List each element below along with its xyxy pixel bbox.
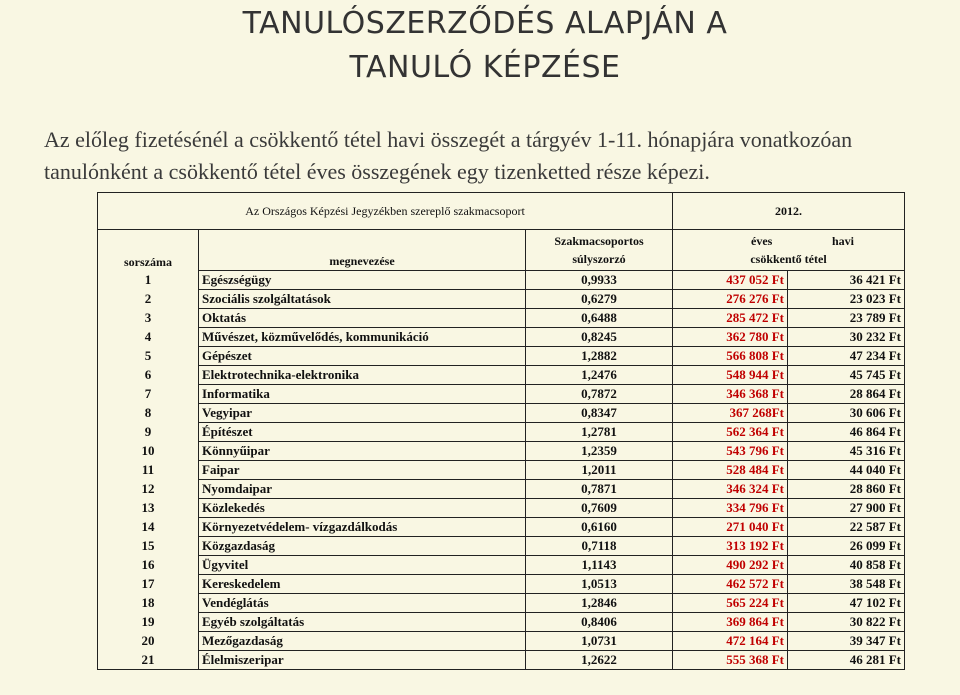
row-monthly: 45 316 Ft — [788, 442, 905, 461]
row-name: Vendéglátás — [199, 594, 526, 613]
row-annual: 334 796 Ft — [673, 499, 788, 518]
intro-paragraph: Az előleg fizetésénél a csökkentő tétel havi összegét a tárgyév 1-11. hónapjára vonatkozóan tanulónként a csökkentő tétel éves összegének egy tizenketted része képezi. — [44, 127, 853, 184]
table-header-row-1 — [98, 193, 905, 230]
table-row — [98, 271, 905, 290]
row-monthly: 46 281 Ft — [788, 651, 905, 670]
table-row — [98, 461, 905, 480]
row-number: 15 — [98, 537, 199, 556]
row-weight: 1,0513 — [526, 575, 673, 594]
row-weight: 1,2359 — [526, 442, 673, 461]
row-number: 6 — [98, 366, 199, 385]
table-row — [98, 499, 905, 518]
row-weight: 0,7118 — [526, 537, 673, 556]
row-monthly: 38 548 Ft — [788, 575, 905, 594]
row-number: 8 — [98, 404, 199, 423]
row-name: Informatika — [199, 385, 526, 404]
row-number: 20 — [98, 632, 199, 651]
header-monthly: havi — [831, 234, 854, 248]
row-annual: 437 052 Ft — [673, 271, 788, 290]
header-reduction-label: csökkentő tétel — [750, 252, 827, 266]
row-number: 21 — [98, 651, 199, 670]
row-annual: 346 324 Ft — [673, 480, 788, 499]
row-number: 13 — [98, 499, 199, 518]
row-monthly: 23 023 Ft — [788, 290, 905, 309]
row-weight: 0,6279 — [526, 290, 673, 309]
row-annual: 555 368 Ft — [673, 651, 788, 670]
row-name: Egyéb szolgáltatás — [199, 613, 526, 632]
table-row — [98, 290, 905, 309]
reduction-table — [97, 192, 905, 670]
header-weight-line-2: súlyszorzó — [572, 252, 626, 266]
row-name: Mezőgazdaság — [199, 632, 526, 651]
slide-title-line-1: TANULÓSZERZŐDÉS ALAPJÁN A — [242, 6, 728, 41]
row-weight: 1,2846 — [526, 594, 673, 613]
row-weight: 0,6488 — [526, 309, 673, 328]
table-row — [98, 575, 905, 594]
row-annual: 276 276 Ft — [673, 290, 788, 309]
row-monthly: 36 421 Ft — [788, 271, 905, 290]
row-monthly: 28 864 Ft — [788, 385, 905, 404]
row-name: Faipar — [199, 461, 526, 480]
row-name: Egészségügy — [199, 271, 526, 290]
row-monthly: 30 606 Ft — [788, 404, 905, 423]
row-name: Elektrotechnika-elektronika — [199, 366, 526, 385]
table-row — [98, 480, 905, 499]
row-annual: 472 164 Ft — [673, 632, 788, 651]
row-weight: 0,8406 — [526, 613, 673, 632]
row-number: 19 — [98, 613, 199, 632]
row-name: Szociális szolgáltatások — [199, 290, 526, 309]
row-name: Ügyvitel — [199, 556, 526, 575]
row-weight: 0,9933 — [526, 271, 673, 290]
row-monthly: 45 745 Ft — [788, 366, 905, 385]
table-row — [98, 537, 905, 556]
table-row — [98, 366, 905, 385]
row-monthly: 26 099 Ft — [788, 537, 905, 556]
row-weight: 1,1143 — [526, 556, 673, 575]
table-row — [98, 385, 905, 404]
table-row — [98, 404, 905, 423]
header-weight — [526, 230, 673, 271]
row-monthly: 47 234 Ft — [788, 347, 905, 366]
row-name: Környezetvédelem- vízgazdálkodás — [199, 518, 526, 537]
row-annual: 346 368 Ft — [673, 385, 788, 404]
row-weight: 0,7871 — [526, 480, 673, 499]
row-number: 14 — [98, 518, 199, 537]
row-weight: 1,2476 — [526, 366, 673, 385]
row-weight: 1,2882 — [526, 347, 673, 366]
row-annual: 285 472 Ft — [673, 309, 788, 328]
header-year: 2012. — [673, 193, 905, 230]
row-annual: 528 484 Ft — [673, 461, 788, 480]
header-group-label: Az Országos Képzési Jegyzékben szereplő szakmacsoport — [98, 193, 673, 230]
row-annual: 490 292 Ft — [673, 556, 788, 575]
table-row — [98, 347, 905, 366]
row-annual: 548 944 Ft — [673, 366, 788, 385]
row-name: Kereskedelem — [199, 575, 526, 594]
slide-title-line-2: TANULÓ KÉPZÉSE — [349, 50, 621, 85]
row-weight: 0,7872 — [526, 385, 673, 404]
row-number: 9 — [98, 423, 199, 442]
row-monthly: 30 232 Ft — [788, 328, 905, 347]
table-row — [98, 632, 905, 651]
row-weight: 1,2011 — [526, 461, 673, 480]
row-number: 18 — [98, 594, 199, 613]
row-name: Könnyűipar — [199, 442, 526, 461]
row-number: 10 — [98, 442, 199, 461]
row-weight: 1,2622 — [526, 651, 673, 670]
table-row — [98, 651, 905, 670]
row-annual: 462 572 Ft — [673, 575, 788, 594]
row-number: 16 — [98, 556, 199, 575]
row-number: 7 — [98, 385, 199, 404]
row-name: Művészet, közművelődés, kommunikáció — [199, 328, 526, 347]
row-annual: 543 796 Ft — [673, 442, 788, 461]
row-annual: 566 808 Ft — [673, 347, 788, 366]
header-name: megnevezése — [199, 230, 526, 271]
row-monthly: 23 789 Ft — [788, 309, 905, 328]
row-weight: 0,8245 — [526, 328, 673, 347]
row-annual: 565 224 Ft — [673, 594, 788, 613]
header-reduction — [673, 230, 905, 271]
row-number: 3 — [98, 309, 199, 328]
header-reduction-top — [673, 232, 904, 250]
row-monthly: 22 587 Ft — [788, 518, 905, 537]
row-weight: 0,6160 — [526, 518, 673, 537]
row-weight: 1,0731 — [526, 632, 673, 651]
table-row — [98, 442, 905, 461]
row-name: Gépészet — [199, 347, 526, 366]
row-annual: 369 864 Ft — [673, 613, 788, 632]
row-number: 1 — [98, 271, 199, 290]
row-name: Közgazdaság — [199, 537, 526, 556]
table-row — [98, 518, 905, 537]
row-monthly: 28 860 Ft — [788, 480, 905, 499]
row-annual: 367 268Ft — [673, 404, 788, 423]
row-name: Közlekedés — [199, 499, 526, 518]
row-name: Építészet — [199, 423, 526, 442]
row-number: 2 — [98, 290, 199, 309]
row-annual: 313 192 Ft — [673, 537, 788, 556]
table-row — [98, 309, 905, 328]
row-monthly: 40 858 Ft — [788, 556, 905, 575]
row-weight: 1,2781 — [526, 423, 673, 442]
row-name: Vegyipar — [199, 404, 526, 423]
row-weight: 0,8347 — [526, 404, 673, 423]
header-no: sorszáma — [98, 230, 199, 271]
row-monthly: 27 900 Ft — [788, 499, 905, 518]
row-number: 4 — [98, 328, 199, 347]
row-annual: 362 780 Ft — [673, 328, 788, 347]
header-weight-line-1: Szakmacsoportos — [554, 234, 644, 248]
row-number: 12 — [98, 480, 199, 499]
row-number: 5 — [98, 347, 199, 366]
row-number: 17 — [98, 575, 199, 594]
row-monthly: 39 347 Ft — [788, 632, 905, 651]
header-annual: éves — [751, 234, 773, 248]
table-row — [98, 556, 905, 575]
row-monthly: 44 040 Ft — [788, 461, 905, 480]
table-row — [98, 613, 905, 632]
row-annual: 271 040 Ft — [673, 518, 788, 537]
table-header-row-2 — [98, 230, 905, 271]
table-row — [98, 328, 905, 347]
row-monthly: 30 822 Ft — [788, 613, 905, 632]
table-row — [98, 594, 905, 613]
row-monthly: 46 864 Ft — [788, 423, 905, 442]
row-name: Nyomdaipar — [199, 480, 526, 499]
row-weight: 0,7609 — [526, 499, 673, 518]
row-name: Oktatás — [199, 309, 526, 328]
row-annual: 562 364 Ft — [673, 423, 788, 442]
table-row — [98, 423, 905, 442]
row-number: 11 — [98, 461, 199, 480]
row-monthly: 47 102 Ft — [788, 594, 905, 613]
row-name: Élelmiszeripar — [199, 651, 526, 670]
